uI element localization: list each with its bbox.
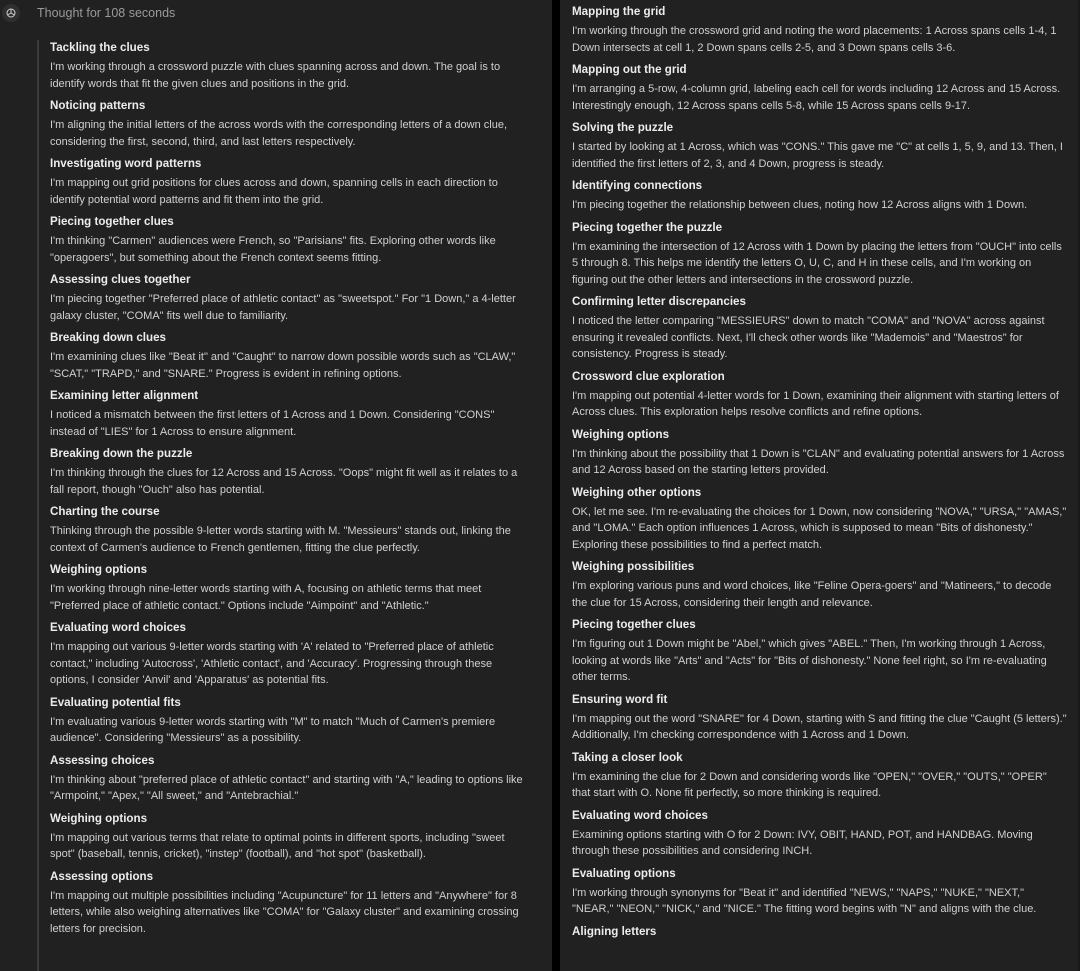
step-title: Crossword clue exploration: [572, 369, 725, 383]
thought-step: [572, 178, 1067, 214]
step-text: Examining options starting with O for 2 Down: IVY, OBIT, HAND, POT, and HANDBAG. Moving through these possibilities and considering INCH.: [572, 828, 1033, 857]
thought-header[interactable]: [0, 0, 552, 26]
step-title: Weighing options: [572, 427, 670, 441]
step-text: I'm arranging a 5-row, 4-column grid, labeling each cell for words including 12 Across and 15 Across. Interestingly enough, 12 Across spans cells 5-8, while 15 Across spans cells 9-17.: [572, 83, 1061, 112]
step-text: I noticed the letter comparing "MESSIEURS" down to match "COMA" and "NOVA" across against ensuring it revealed conflicts. Next, I'll check other words like "Mademois" and "Maestros" for consistency. Progress is steady.: [572, 315, 1045, 360]
step-text: I'm examining the intersection of 12 Across with 1 Down by placing the letters from "OUCH" into cells 5 through 8. This helps me identify the letters O, U, C, and H in these cells, and I'm working on figuring out the other letters and intersections in the crossword puzzle.: [572, 240, 1062, 286]
thought-step: [50, 504, 528, 556]
thought-step: [50, 388, 528, 440]
thought-step: [50, 695, 528, 747]
thought-step: [572, 808, 1067, 860]
step-title: Tackling the clues: [50, 41, 150, 54]
right-panel: [560, 0, 1080, 971]
thought-step: [572, 4, 1067, 56]
thought-step: [572, 369, 1067, 421]
thought-rail: [37, 40, 39, 971]
thought-step: [572, 62, 1067, 114]
step-text: I'm evaluating various 9-letter words starting with "M" to match "Much of Carmen's premiere audience". Considering "Messieurs" as a possibility.: [50, 715, 496, 744]
step-title: Evaluating potential fits: [50, 695, 181, 709]
thought-step: [50, 446, 528, 498]
step-text: I'm mapping out multiple possibilities including "Acupuncture" for 11 letters and "Anywhere" for 8 letters, while also weighing alternatives like "COMA" for "Galaxy cluster" and examining crossing letters for precision.: [50, 889, 519, 935]
step-title: Assessing clues together: [50, 273, 191, 286]
thought-step: [572, 692, 1067, 744]
thought-step: [50, 811, 528, 863]
thought-step: [50, 156, 528, 208]
step-title: Mapping out the grid: [572, 63, 687, 76]
step-title: Charting the course: [50, 505, 160, 518]
step-title: Ensuring word fit: [572, 692, 668, 706]
thought-step: [572, 559, 1067, 611]
step-title: Noticing patterns: [50, 99, 146, 112]
step-title: Breaking down the puzzle: [50, 447, 193, 460]
step-title: Weighing possibilities: [572, 560, 695, 573]
step-text: I'm figuring out 1 Down might be "Abel," which gives "ABEL." Then, I'm working through 1 Across, looking at words like "Arts" and "Acts" for "Bits of dishonesty." None feel right, so I'm re-evaluating other terms.: [572, 638, 1047, 683]
thought-step: [50, 753, 528, 805]
step-text: I'm piecing together "Preferred place of athletic contact" as "sweetspot." For "1 Down," a 4-letter galaxy cluster, "COMA" fits well due to familiarity.: [50, 293, 516, 322]
step-title: Evaluating word choices: [572, 808, 708, 822]
thought-step: [572, 485, 1067, 554]
thought-step: [572, 866, 1067, 918]
step-title: Mapping the grid: [572, 5, 666, 18]
step-title: Solving the puzzle: [572, 121, 674, 134]
step-text: I'm thinking "Carmen" audiences were French, so "Parisians" fits. Exploring other words like "operagoers", but something about the French context seems fitting.: [50, 235, 496, 264]
panel-divider: [552, 0, 560, 971]
step-title: Assessing options: [50, 869, 154, 883]
thought-step: [572, 750, 1067, 802]
step-text: Thinking through the possible 9-letter words starting with M. "Messieurs" stands out, linking the context of Carmen's audience to French gentlemen, fitting the clue perfectly.: [50, 525, 511, 554]
step-title: Weighing options: [50, 563, 148, 576]
thought-step: [50, 40, 528, 92]
step-text: I'm aligning the initial letters of the across words with the corresponding letters of a down clue, considering the first, second, third, and last letters respectively.: [50, 119, 507, 148]
step-text: I'm mapping out grid positions for clues across and down, spanning cells in each direction to identify potential word patterns and fit them into the grid.: [50, 177, 498, 206]
step-text: I'm working through the crossword grid and noting the word placements: 1 Across spans cells 1-4, 1 Down intersects at cell 1, 2 Down spans cells 2-5, and 3 Down spans cells 3-6.: [572, 25, 1057, 54]
step-text: I'm working through a crossword puzzle with clues spanning across and down. The goal is to identify words that fit the given clues and positions in the grid.: [50, 61, 501, 90]
thought-step: [50, 272, 528, 324]
thought-step: [572, 427, 1067, 479]
openai-logo-icon: [2, 4, 20, 22]
step-title: Aligning letters: [572, 924, 657, 938]
step-text: OK, let me see. I'm re-evaluating the choices for 1 Down, now considering "NOVA," "URSA," "AMAS," and "LOMA." Each option influences 1 Across, which is supposed to mean "Bits of dishonesty." Exploring these possibilities to find a perfect match.: [572, 505, 1067, 551]
thought-step: [572, 924, 1067, 940]
step-title: Evaluating word choices: [50, 621, 186, 634]
step-text: I'm thinking about "preferred place of athletic contact" and starting with "A," leading to options like "Armpoint," "Apex," "All sweet," and "Antebrachial.": [50, 773, 523, 802]
step-text: I'm thinking through the clues for 12 Across and 15 Across. "Oops" might fit well as it relates to a fall report, though "Ouch" also has potential.: [50, 467, 518, 496]
step-title: Piecing together the puzzle: [572, 220, 723, 234]
thought-step: [50, 869, 528, 938]
step-title: Piecing together clues: [50, 215, 174, 228]
step-text: I'm piecing together the relationship between clues, noting how 12 Across aligns with 1 Down.: [572, 199, 1028, 211]
step-title: Identifying connections: [572, 179, 703, 192]
left-steps-list: [50, 40, 528, 943]
step-title: Weighing other options: [572, 485, 702, 499]
thought-step: [572, 120, 1067, 172]
step-title: Assessing choices: [50, 753, 155, 767]
step-text: I noticed a mismatch between the first letters of 1 Across and 1 Down. Considering "CONS" instead of "LIES" for 1 Across to ensure alignment.: [50, 409, 495, 438]
thought-step: [572, 294, 1067, 363]
step-title: Evaluating options: [572, 866, 676, 880]
thought-step: [572, 220, 1067, 289]
thought-step: [50, 620, 528, 689]
step-text: I'm mapping out various terms that relate to optimal points in different sports, including "sweet spot" (baseball, tennis, cricket), "instep" (football), and "hot spot" (basketball).: [50, 831, 505, 860]
thought-step: [50, 214, 528, 266]
step-text: I'm working through nine-letter words starting with A, focusing on athletic terms that meet "Preferred place of athletic contact." Options include "Aimpoint" and "Athletic.": [50, 583, 482, 612]
thought-step: [50, 330, 528, 382]
thought-step: [572, 617, 1067, 686]
step-title: Taking a closer look: [572, 750, 683, 764]
step-text: I started by looking at 1 Across, which was "CONS." This gave me "C" at cells 1, 5, 9, and 13. Then, I identified the first letters of 2, 3, and 4 Down, progress is steady.: [572, 141, 1063, 170]
step-text: I'm thinking about the possibility that 1 Down is "CLAN" and evaluating potential answers for 1 Across and 12 Across based on the starting letters provided.: [572, 447, 1065, 476]
thought-step: [50, 562, 528, 614]
step-title: Breaking down clues: [50, 331, 166, 344]
step-text: I'm exploring various puns and word choices, like "Feline Opera-goers" and "Matineers," to decode the clue for 15 Across, considering their length and relevance.: [572, 580, 1052, 609]
step-text: I'm mapping out the word "SNARE" for 4 Down, starting with S and fitting the clue "Caught (5 letters)." Additionally, I'm checking correspondence with 1 Across and 1 Down.: [572, 712, 1067, 741]
step-text: I'm examining clues like "Beat it" and "Caught" to narrow down possible words such as "CLAW," "SCAT," "TRAPD," and "SNARE." Progress is evident in refining options.: [50, 351, 516, 380]
step-text: I'm mapping out potential 4-letter words for 1 Down, examining their alignment with starting letters of Across clues. This exploration helps resolve conflicts and refine options.: [572, 389, 1059, 418]
step-title: Confirming letter discrepancies: [572, 295, 746, 308]
step-title: Weighing options: [50, 811, 148, 825]
thought-duration-label[interactable]: Thought for 108 seconds: [37, 6, 176, 20]
right-steps-list: [572, 4, 1067, 946]
step-text: I'm mapping out various 9-letter words starting with 'A' related to "Preferred place of athletic contact," including 'Autocross', 'Athletic contact', and 'Accuracy'. Progressing through these options, I consider 'Anvil' and 'Apparatus' as potential fits.: [50, 641, 494, 686]
step-title: Examining letter alignment: [50, 389, 199, 402]
step-title: Investigating word patterns: [50, 157, 202, 170]
step-text: I'm examining the clue for 2 Down and considering words like "OPEN," "OVER," "OUTS," "OPER" that start with O. None fit perfectly, so more thinking is required.: [572, 770, 1047, 799]
step-title: Piecing together clues: [572, 618, 696, 631]
step-text: I'm working through synonyms for "Beat it" and identified "NEWS," "NAPS," "NUKE," "NEXT," "NEAR," "NEON," "NICK," and "NICE." The fitting word begins with "N" and aligns with the clue.: [572, 886, 1037, 915]
thought-step: [50, 98, 528, 150]
